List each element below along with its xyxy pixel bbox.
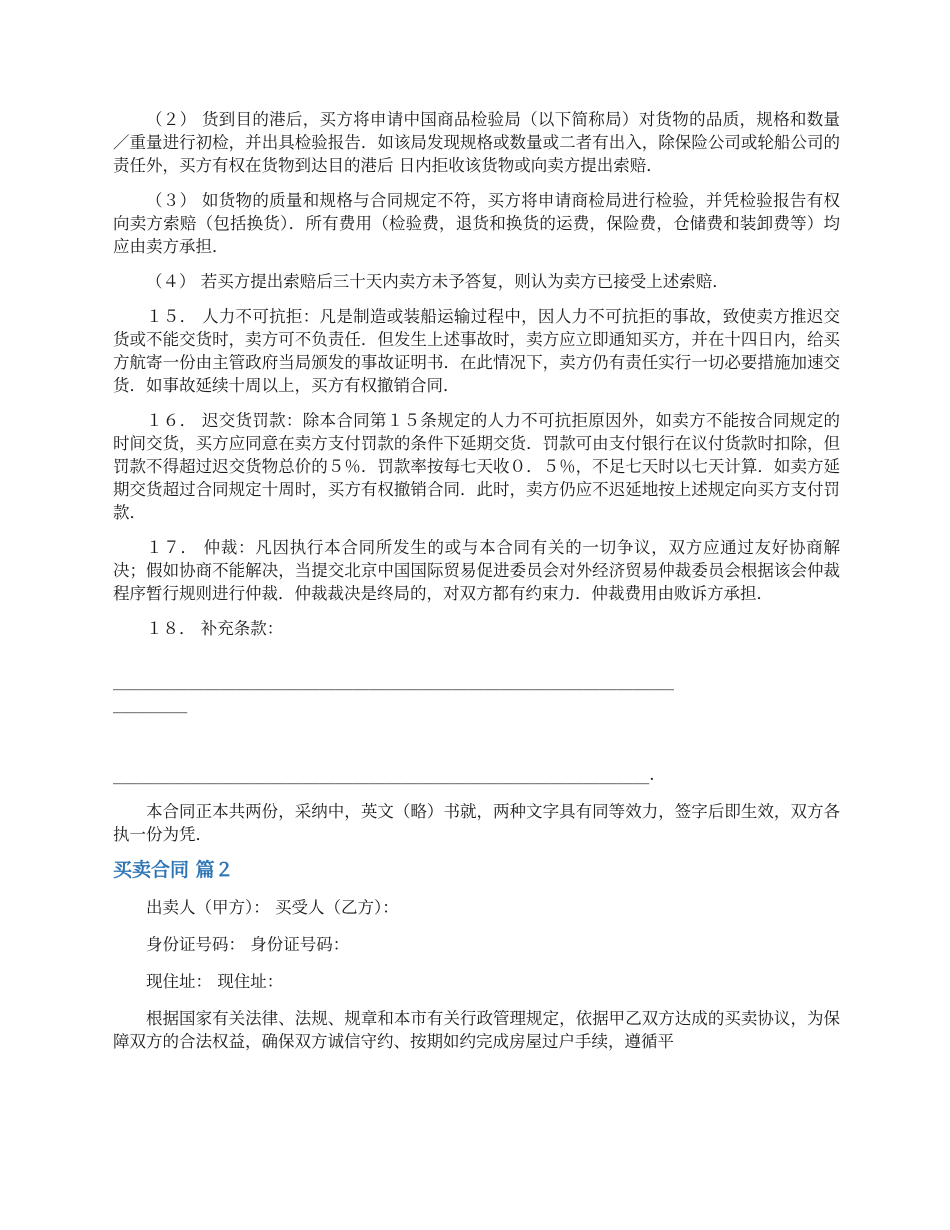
- parties-line: 出卖人（甲方）： 买受人（乙方）：: [146, 898, 399, 917]
- clause-14-2: （２） 货到目的港后，买方将申请中国商品检验局（以下简称局）对货物的品质，规格和数量／重量进行初检，并出具检验报告．如该局发现规格或数量或二者有出入，除保险公司或轮船公司的责任外，买方有权在货物到达目的港后 日内拒收该货物或向卖方提出索赔．: [113, 110, 840, 175]
- clause-14-3: （３） 如货物的质量和规格与合同规定不符，买方将申请商检局进行检验，并凭检验报告有权向卖方索赔（包括换货）．所有费用（检验费，退货和换货的运费，保险费，仓储费和装卸费等）均应由卖方承担．: [113, 191, 840, 256]
- blank-line-2: _________: [113, 694, 188, 713]
- clause-18-supplementary: １８． 补充条款：: [146, 619, 284, 638]
- document-page: [113, 108, 840, 1065]
- section-heading: 买卖合同 篇２: [113, 859, 234, 881]
- clause-14-4: （４） 若买方提出索赔后三十天内卖方未予答复，则认为卖方已接受上述索赔．: [146, 272, 729, 291]
- id-numbers-line: 身份证号码： 身份证号码：: [146, 935, 350, 954]
- blank-line-3: _________________________________________________________________.: [113, 765, 655, 784]
- addresses-line: 现住址： 现住址：: [146, 972, 284, 991]
- intro-paragraph: 根据国家有关法律、法规、规章和本市有关行政管理规定，依据甲乙双方达成的买卖协议，为保障双方的合法权益，确保双方诚信守约、按期如约完成房屋过户手续，遵循平: [113, 1009, 840, 1051]
- blank-line-1: ____________________________________________________________________: [113, 671, 674, 690]
- supplementary-blank-block-1: [113, 669, 840, 715]
- clause-16-late-delivery-penalty: １６． 迟交货罚款：除本合同第１５条规定的人力不可抗拒原因外，如卖方不能按合同规定的时间交货，买方应同意在卖方支付罚款的条件下延期交货．罚款可由支付银行在议付货款时扣除，但罚款不得超过迟交货物总价的５％．罚款率按每七天收０．５％，不足七天时以七天计算．如卖方延期交货超过合同规定十周时，买方有权撤销合同．此时，卖方仍应不迟延地按上述规定向买方支付罚款．: [113, 411, 840, 522]
- closing-paragraph: 本合同正本共两份，采纳中，英文（略）书就，两种文字具有同等效力，签字后即生效，双方各执一份为凭．: [113, 802, 840, 844]
- clause-15-force-majeure: １５． 人力不可抗拒：凡是制造或装船运输过程中，因人力不可抗拒的事故，致使卖方推迟交货或不能交货时，卖方可不负责任．但发生上述事故时，卖方应立即通知买方，并在十四日内，给买方航寄一份由主管政府当局颁发的事故证明书．在此情况下，卖方仍有责任实行一切必要措施加速交货．如事故延续十周以上，买方有权撤销合同．: [113, 307, 840, 395]
- clause-17-arbitration: １７． 仲裁：凡因执行本合同所发生的或与本合同有关的一切争议，双方应通过友好协商解决；假如协商不能解决，当提交北京中国国际贸易促进委员会对外经济贸易仲裁委员会根据该会仲裁程序暂行规则进行仲裁．仲裁裁决是终局的，对双方都有约束力．仲裁费用由败诉方承担．: [113, 538, 840, 603]
- supplementary-blank-block-2: [113, 763, 840, 786]
